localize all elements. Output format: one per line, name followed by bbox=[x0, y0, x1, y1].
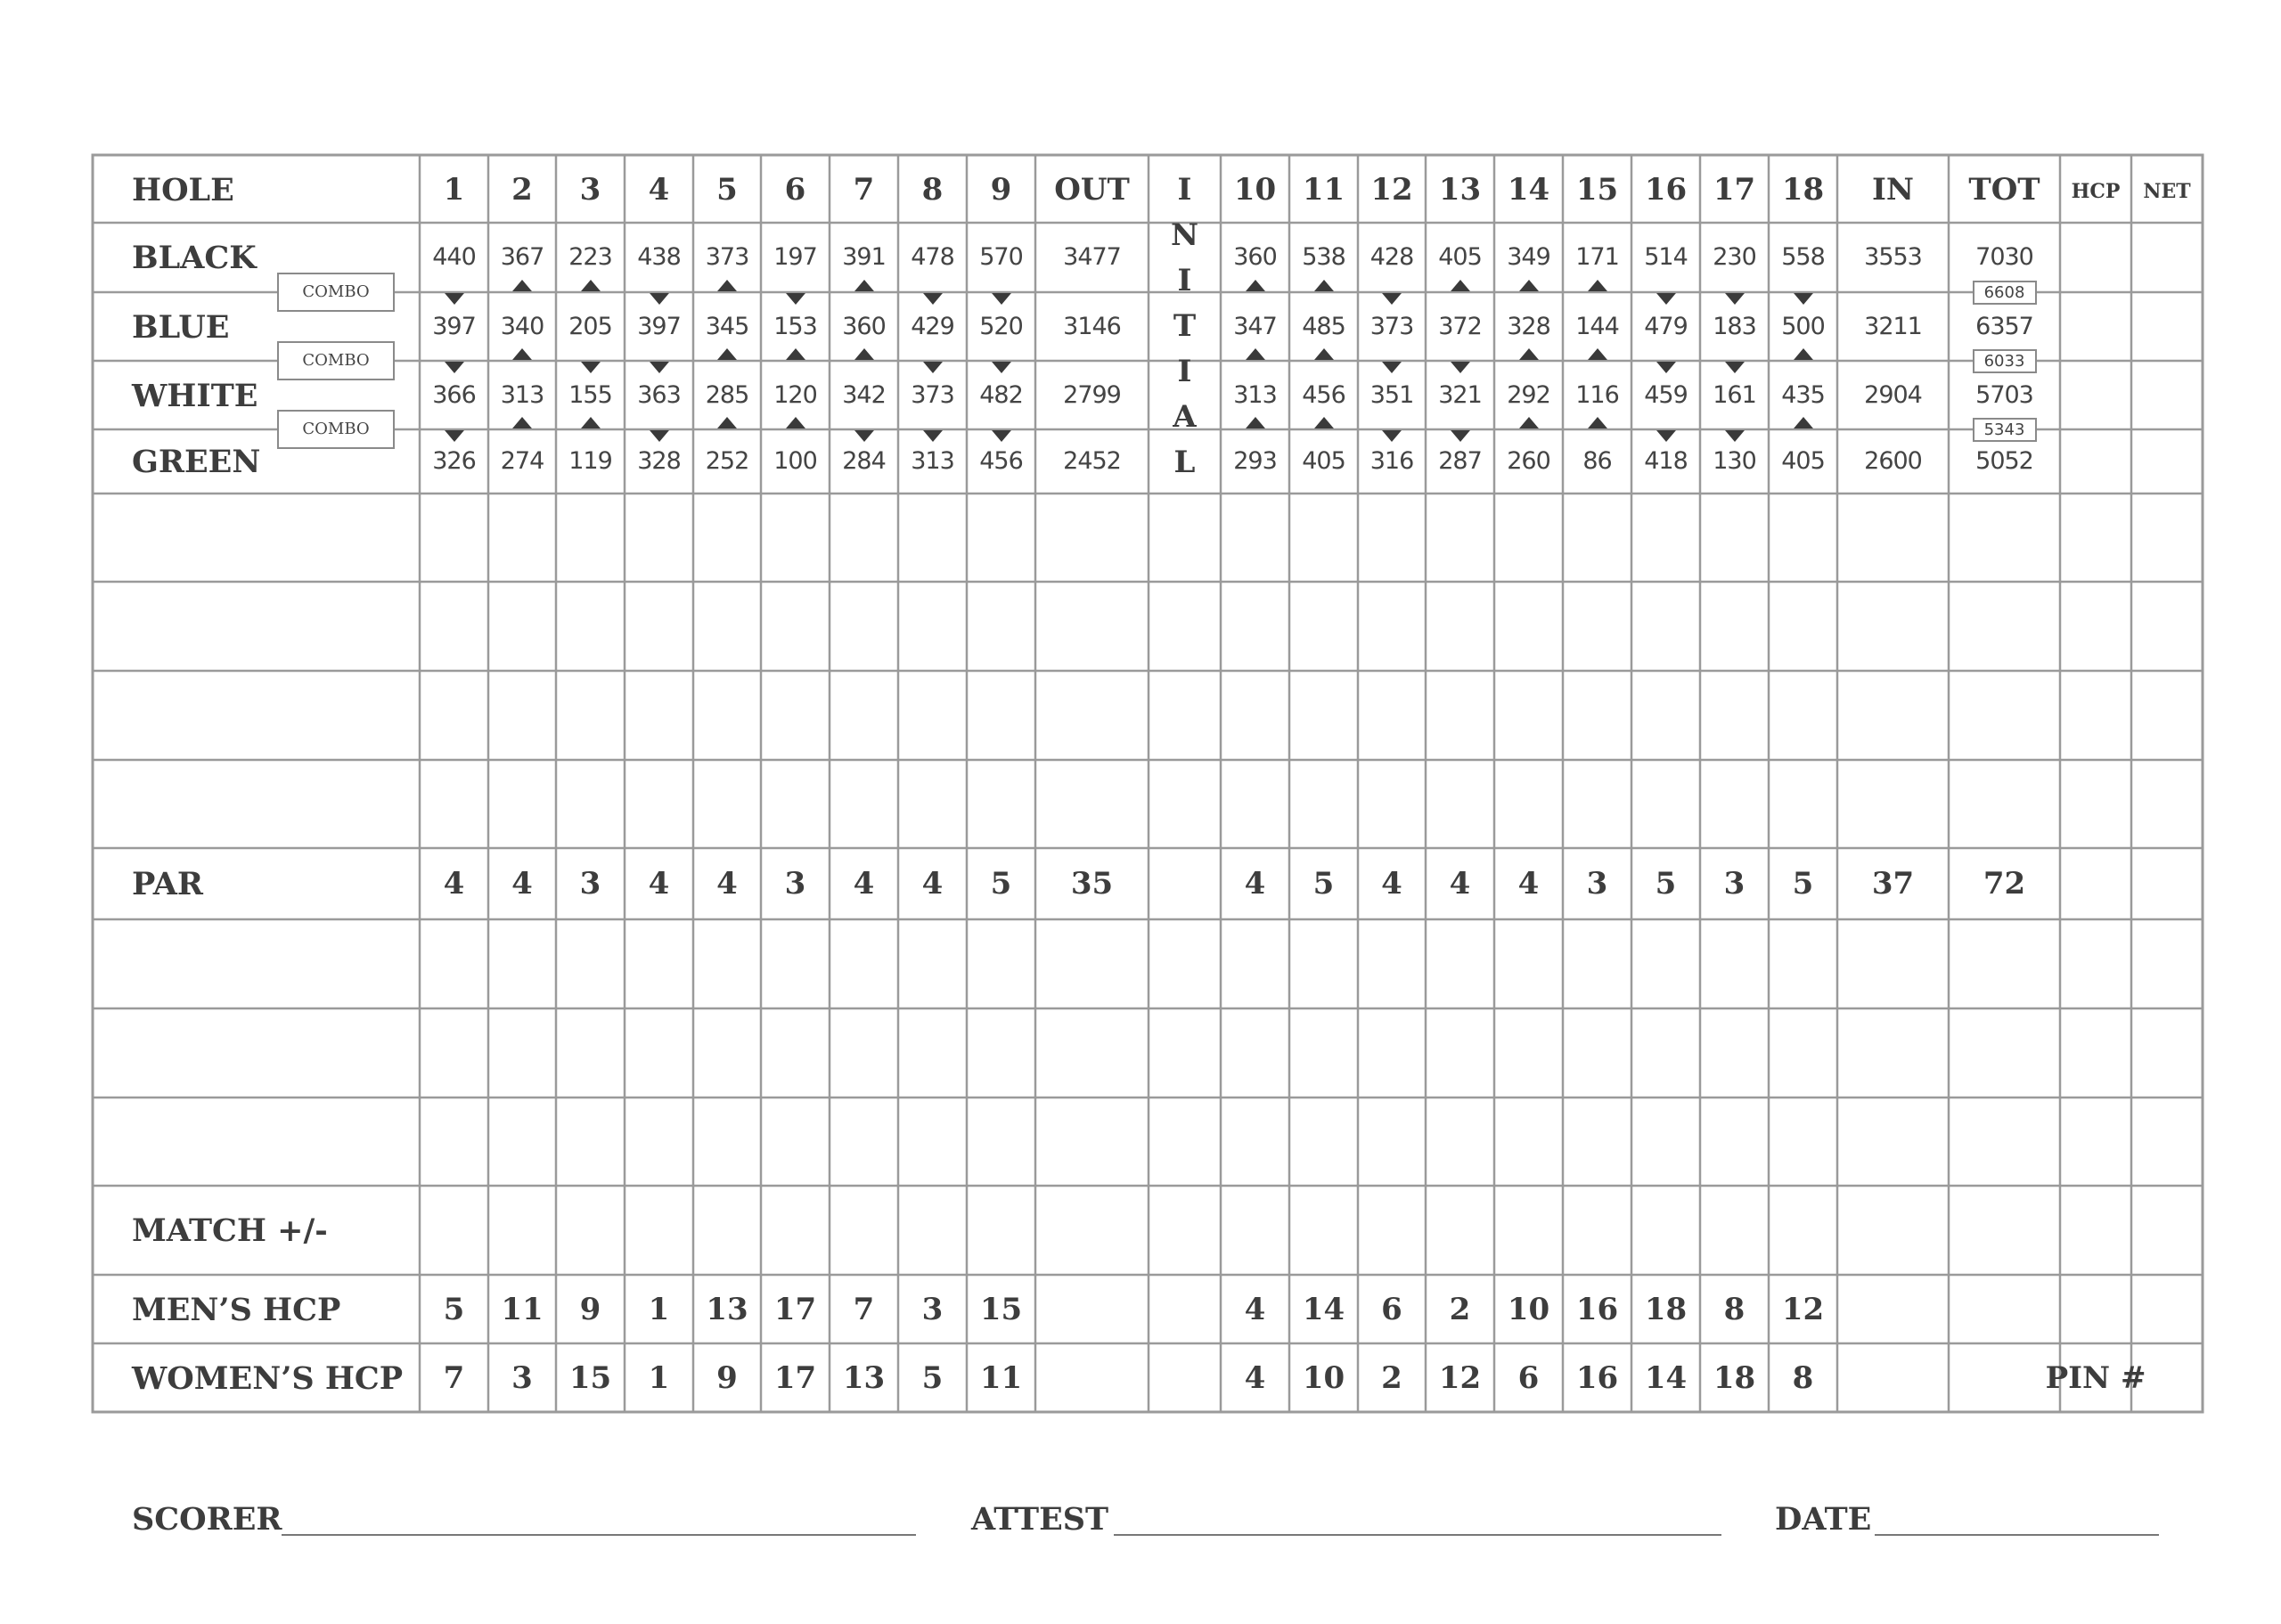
tee-in-total: 2600 bbox=[1864, 447, 1922, 475]
par-value: 3 bbox=[1586, 866, 1608, 902]
tee-yardage: 373 bbox=[1369, 312, 1414, 340]
mens-hcp-value: 1 bbox=[648, 1291, 670, 1327]
combo-total: 6608 bbox=[1973, 281, 2037, 305]
womens-hcp-value: 9 bbox=[716, 1359, 738, 1396]
tee-out-total: 3146 bbox=[1063, 312, 1121, 340]
scorer-label: SCORER bbox=[132, 1501, 282, 1538]
hole-number: 14 bbox=[1507, 172, 1550, 208]
tee-total: 6357 bbox=[1975, 312, 2033, 340]
par-value: 4 bbox=[1381, 866, 1402, 902]
tee-yardage: 116 bbox=[1575, 380, 1619, 409]
tee-name-blue: BLUE bbox=[132, 308, 230, 346]
arrow-down-icon bbox=[992, 430, 1011, 442]
par-in-total: 37 bbox=[1871, 866, 1915, 902]
attest-signature-line[interactable] bbox=[1114, 1534, 1721, 1536]
hole-number: 17 bbox=[1713, 172, 1756, 208]
womens-hcp-label: WOMEN’S HCP bbox=[132, 1359, 404, 1397]
tee-yardage: 328 bbox=[637, 447, 681, 475]
hole-number: 4 bbox=[648, 172, 670, 208]
tee-name-white: WHITE bbox=[132, 377, 258, 414]
tee-yardage: 520 bbox=[979, 312, 1023, 340]
combo-badge: COMBO bbox=[277, 341, 395, 380]
par-value: 4 bbox=[921, 866, 944, 902]
tee-yardage: 328 bbox=[1507, 312, 1550, 340]
tee-yardage: 391 bbox=[842, 243, 886, 271]
combo-badge: COMBO bbox=[277, 410, 395, 449]
par-value: 5 bbox=[1655, 866, 1677, 902]
mens-hcp-value: 7 bbox=[853, 1291, 875, 1327]
tee-yardage: 429 bbox=[911, 312, 954, 340]
arrow-up-icon bbox=[1246, 348, 1265, 360]
arrow-up-icon bbox=[1519, 280, 1539, 291]
initial-letter: I bbox=[1177, 354, 1192, 389]
hole-number: 7 bbox=[853, 172, 875, 208]
tee-yardage: 363 bbox=[637, 380, 681, 409]
tee-yardage: 345 bbox=[705, 312, 749, 340]
tee-total: 7030 bbox=[1975, 243, 2033, 271]
combo-badge: COMBO bbox=[277, 273, 395, 312]
arrow-down-icon bbox=[923, 362, 943, 373]
tot-label: TOT bbox=[1968, 172, 2040, 208]
tee-yardage: 161 bbox=[1713, 380, 1756, 409]
initial-letter: T bbox=[1173, 308, 1197, 344]
mens-hcp-value: 14 bbox=[1302, 1291, 1345, 1327]
par-label: PAR bbox=[132, 866, 204, 902]
arrow-up-icon bbox=[512, 417, 532, 428]
tee-in-total: 3553 bbox=[1864, 243, 1922, 271]
tee-yardage: 538 bbox=[1302, 243, 1345, 271]
hole-number: 12 bbox=[1370, 172, 1413, 208]
tee-yardage: 252 bbox=[705, 447, 749, 475]
arrow-down-icon bbox=[923, 430, 943, 442]
womens-hcp-value: 2 bbox=[1381, 1359, 1402, 1396]
arrow-up-icon bbox=[581, 280, 601, 291]
mens-hcp-value: 3 bbox=[921, 1291, 944, 1327]
par-value: 5 bbox=[1312, 866, 1335, 902]
mens-hcp-value: 2 bbox=[1449, 1291, 1471, 1327]
mens-hcp-value: 16 bbox=[1575, 1291, 1619, 1327]
tee-yardage: 440 bbox=[432, 243, 476, 271]
hole-number: 15 bbox=[1575, 172, 1619, 208]
tee-yardage: 418 bbox=[1644, 447, 1688, 475]
tee-yardage: 372 bbox=[1438, 312, 1482, 340]
mens-hcp-value: 11 bbox=[501, 1291, 544, 1327]
arrow-up-icon bbox=[1519, 417, 1539, 428]
tee-yardage: 171 bbox=[1575, 243, 1619, 271]
tee-yardage: 274 bbox=[500, 447, 544, 475]
tee-yardage: 284 bbox=[842, 447, 886, 475]
arrow-down-icon bbox=[1382, 430, 1402, 442]
tee-yardage: 570 bbox=[979, 243, 1023, 271]
tee-yardage: 326 bbox=[432, 447, 476, 475]
par-value: 5 bbox=[1792, 866, 1814, 902]
tee-yardage: 485 bbox=[1302, 312, 1345, 340]
par-value: 4 bbox=[511, 866, 533, 902]
tee-yardage: 223 bbox=[568, 243, 612, 271]
tee-yardage: 119 bbox=[568, 447, 612, 475]
par-value: 3 bbox=[579, 866, 601, 902]
tee-name-green: GREEN bbox=[132, 444, 261, 480]
initial-letter: A bbox=[1173, 399, 1197, 435]
tee-yardage: 321 bbox=[1438, 380, 1482, 409]
match-label: MATCH +/- bbox=[132, 1212, 328, 1249]
tee-yardage: 349 bbox=[1507, 243, 1550, 271]
womens-hcp-value: 12 bbox=[1438, 1359, 1482, 1396]
womens-hcp-value: 3 bbox=[511, 1359, 533, 1396]
arrow-down-icon bbox=[992, 362, 1011, 373]
womens-hcp-value: 13 bbox=[842, 1359, 886, 1396]
par-value: 4 bbox=[443, 866, 465, 902]
par-value: 3 bbox=[1723, 866, 1745, 902]
arrow-down-icon bbox=[1382, 293, 1402, 305]
par-total: 72 bbox=[1983, 866, 2026, 902]
net-label: NET bbox=[2143, 180, 2191, 203]
tee-yardage: 459 bbox=[1644, 380, 1688, 409]
arrow-down-icon bbox=[1451, 430, 1470, 442]
womens-hcp-value: 1 bbox=[648, 1359, 670, 1396]
tee-yardage: 130 bbox=[1713, 447, 1756, 475]
arrow-down-icon bbox=[1656, 293, 1676, 305]
mens-hcp-value: 15 bbox=[979, 1291, 1023, 1327]
arrow-up-icon bbox=[1246, 417, 1265, 428]
arrow-up-icon bbox=[786, 417, 805, 428]
par-value: 5 bbox=[990, 866, 1012, 902]
out-label: OUT bbox=[1054, 172, 1130, 208]
arrow-up-icon bbox=[1794, 417, 1813, 428]
arrow-down-icon bbox=[650, 362, 669, 373]
date-line[interactable] bbox=[1875, 1534, 2159, 1536]
par-value: 4 bbox=[1244, 866, 1266, 902]
tee-yardage: 120 bbox=[773, 380, 817, 409]
tee-yardage: 342 bbox=[842, 380, 886, 409]
womens-hcp-value: 4 bbox=[1244, 1359, 1266, 1396]
tee-yardage: 456 bbox=[979, 447, 1023, 475]
tee-yardage: 260 bbox=[1507, 447, 1550, 475]
par-value: 4 bbox=[716, 866, 738, 902]
tee-yardage: 153 bbox=[773, 312, 817, 340]
tee-yardage: 100 bbox=[773, 447, 817, 475]
arrow-down-icon bbox=[1451, 362, 1470, 373]
arrow-up-icon bbox=[1794, 348, 1813, 360]
arrow-up-icon bbox=[1314, 348, 1334, 360]
arrow-down-icon bbox=[923, 293, 943, 305]
arrow-down-icon bbox=[650, 430, 669, 442]
hole-number: 11 bbox=[1302, 172, 1345, 208]
mens-hcp-value: 5 bbox=[443, 1291, 465, 1327]
hole-number: 3 bbox=[579, 172, 601, 208]
arrow-down-icon bbox=[854, 430, 874, 442]
hole-number: 16 bbox=[1644, 172, 1688, 208]
hole-number: 2 bbox=[511, 172, 533, 208]
tee-yardage: 456 bbox=[1302, 380, 1345, 409]
tee-name-black: BLACK bbox=[132, 240, 257, 276]
womens-hcp-value: 14 bbox=[1644, 1359, 1688, 1396]
tee-yardage: 366 bbox=[432, 380, 476, 409]
hole-number: 5 bbox=[716, 172, 738, 208]
par-value: 3 bbox=[784, 866, 806, 902]
arrow-down-icon bbox=[1725, 362, 1745, 373]
hole-label: HOLE bbox=[132, 172, 234, 208]
initial-letter: N bbox=[1170, 217, 1199, 253]
arrow-down-icon bbox=[445, 293, 464, 305]
tee-yardage: 292 bbox=[1507, 380, 1550, 409]
par-value: 4 bbox=[648, 866, 670, 902]
tee-in-total: 2904 bbox=[1864, 380, 1922, 409]
tee-yardage: 405 bbox=[1438, 243, 1482, 271]
par-value: 4 bbox=[1517, 866, 1540, 902]
combo-total: 5343 bbox=[1973, 418, 2037, 442]
mens-hcp-value: 4 bbox=[1244, 1291, 1266, 1327]
tee-yardage: 367 bbox=[500, 243, 544, 271]
par-value: 4 bbox=[1449, 866, 1471, 902]
hole-number: 9 bbox=[990, 172, 1012, 208]
tee-total: 5703 bbox=[1975, 380, 2033, 409]
mens-hcp-value: 12 bbox=[1781, 1291, 1825, 1327]
arrow-down-icon bbox=[1794, 293, 1813, 305]
womens-hcp-value: 16 bbox=[1575, 1359, 1619, 1396]
initial-letter: I bbox=[1177, 172, 1192, 208]
womens-hcp-value: 8 bbox=[1792, 1359, 1814, 1396]
arrow-up-icon bbox=[1588, 417, 1607, 428]
tee-yardage: 313 bbox=[1233, 380, 1277, 409]
womens-hcp-value: 5 bbox=[921, 1359, 944, 1396]
womens-hcp-value: 6 bbox=[1517, 1359, 1540, 1396]
womens-hcp-value: 7 bbox=[443, 1359, 465, 1396]
arrow-up-icon bbox=[1314, 417, 1334, 428]
tee-yardage: 373 bbox=[911, 380, 954, 409]
arrow-up-icon bbox=[854, 280, 874, 291]
arrow-down-icon bbox=[1656, 430, 1676, 442]
tee-out-total: 3477 bbox=[1063, 243, 1121, 271]
arrow-up-icon bbox=[1519, 348, 1539, 360]
arrow-down-icon bbox=[992, 293, 1011, 305]
womens-hcp-value: 11 bbox=[979, 1359, 1023, 1396]
hole-number: 13 bbox=[1438, 172, 1482, 208]
scorer-signature-line[interactable] bbox=[282, 1534, 916, 1536]
tee-yardage: 435 bbox=[1781, 380, 1825, 409]
tee-yardage: 397 bbox=[432, 312, 476, 340]
tee-yardage: 144 bbox=[1575, 312, 1619, 340]
arrow-up-icon bbox=[1588, 280, 1607, 291]
tee-yardage: 313 bbox=[500, 380, 544, 409]
hole-number: 6 bbox=[784, 172, 806, 208]
arrow-down-icon bbox=[445, 362, 464, 373]
initial-letter: L bbox=[1173, 445, 1196, 480]
tee-yardage: 230 bbox=[1713, 243, 1756, 271]
mens-hcp-value: 6 bbox=[1381, 1291, 1402, 1327]
tee-yardage: 347 bbox=[1233, 312, 1277, 340]
tee-yardage: 316 bbox=[1369, 447, 1414, 475]
arrow-up-icon bbox=[1314, 280, 1334, 291]
arrow-up-icon bbox=[854, 348, 874, 360]
tee-yardage: 285 bbox=[705, 380, 749, 409]
tee-yardage: 183 bbox=[1713, 312, 1756, 340]
mens-hcp-value: 10 bbox=[1507, 1291, 1550, 1327]
tee-yardage: 313 bbox=[911, 447, 954, 475]
arrow-up-icon bbox=[512, 348, 532, 360]
arrow-down-icon bbox=[1656, 362, 1676, 373]
mens-hcp-value: 8 bbox=[1723, 1291, 1745, 1327]
arrow-up-icon bbox=[717, 417, 737, 428]
arrow-down-icon bbox=[581, 362, 601, 373]
tee-yardage: 514 bbox=[1644, 243, 1688, 271]
par-out-total: 35 bbox=[1070, 866, 1114, 902]
tee-total: 5052 bbox=[1975, 447, 2033, 475]
arrow-up-icon bbox=[1588, 348, 1607, 360]
hole-number: 18 bbox=[1781, 172, 1825, 208]
arrow-up-icon bbox=[1246, 280, 1265, 291]
tee-out-total: 2799 bbox=[1063, 380, 1121, 409]
arrow-down-icon bbox=[1382, 362, 1402, 373]
mens-hcp-label: MEN’S HCP bbox=[132, 1291, 341, 1328]
tee-yardage: 197 bbox=[773, 243, 817, 271]
initial-letter: I bbox=[1177, 263, 1192, 298]
mens-hcp-value: 17 bbox=[773, 1291, 817, 1327]
tee-yardage: 340 bbox=[500, 312, 544, 340]
womens-hcp-value: 10 bbox=[1302, 1359, 1345, 1396]
tee-yardage: 287 bbox=[1438, 447, 1482, 475]
womens-hcp-value: 15 bbox=[568, 1359, 612, 1396]
tee-yardage: 482 bbox=[979, 380, 1023, 409]
tee-yardage: 405 bbox=[1781, 447, 1825, 475]
arrow-down-icon bbox=[1725, 293, 1745, 305]
mens-hcp-value: 13 bbox=[706, 1291, 748, 1327]
arrow-down-icon bbox=[445, 430, 464, 442]
pin-label: PIN # bbox=[2045, 1359, 2146, 1396]
tee-yardage: 558 bbox=[1781, 243, 1825, 271]
tee-yardage: 428 bbox=[1369, 243, 1414, 271]
tee-yardage: 155 bbox=[568, 380, 612, 409]
arrow-down-icon bbox=[650, 293, 669, 305]
tee-yardage: 397 bbox=[637, 312, 681, 340]
date-label: DATE bbox=[1775, 1501, 1872, 1538]
combo-total: 6033 bbox=[1973, 349, 2037, 373]
arrow-up-icon bbox=[786, 348, 805, 360]
tee-yardage: 205 bbox=[568, 312, 612, 340]
mens-hcp-value: 18 bbox=[1644, 1291, 1688, 1327]
tee-out-total: 2452 bbox=[1063, 447, 1121, 475]
arrow-up-icon bbox=[581, 417, 601, 428]
attest-label: ATTEST bbox=[971, 1501, 1109, 1538]
par-value: 4 bbox=[853, 866, 875, 902]
hole-number: 1 bbox=[443, 172, 465, 208]
in-label: IN bbox=[1872, 172, 1914, 208]
womens-hcp-value: 18 bbox=[1713, 1359, 1756, 1396]
tee-yardage: 373 bbox=[705, 243, 749, 271]
tee-yardage: 479 bbox=[1644, 312, 1688, 340]
hole-number: 10 bbox=[1233, 172, 1277, 208]
tee-yardage: 405 bbox=[1302, 447, 1345, 475]
tee-yardage: 351 bbox=[1369, 380, 1414, 409]
tee-yardage: 438 bbox=[637, 243, 681, 271]
tee-yardage: 500 bbox=[1781, 312, 1825, 340]
arrow-up-icon bbox=[1451, 280, 1470, 291]
tee-yardage: 360 bbox=[1233, 243, 1277, 271]
arrow-up-icon bbox=[512, 280, 532, 291]
tee-yardage: 86 bbox=[1582, 447, 1612, 475]
hcp-label: HCP bbox=[2071, 180, 2121, 203]
arrow-up-icon bbox=[717, 280, 737, 291]
arrow-up-icon bbox=[717, 348, 737, 360]
womens-hcp-value: 17 bbox=[773, 1359, 817, 1396]
tee-yardage: 478 bbox=[911, 243, 954, 271]
tee-in-total: 3211 bbox=[1864, 312, 1922, 340]
hole-number: 8 bbox=[921, 172, 944, 208]
arrow-down-icon bbox=[786, 293, 805, 305]
tee-yardage: 293 bbox=[1233, 447, 1277, 475]
arrow-down-icon bbox=[1725, 430, 1745, 442]
mens-hcp-value: 9 bbox=[579, 1291, 601, 1327]
tee-yardage: 360 bbox=[842, 312, 886, 340]
